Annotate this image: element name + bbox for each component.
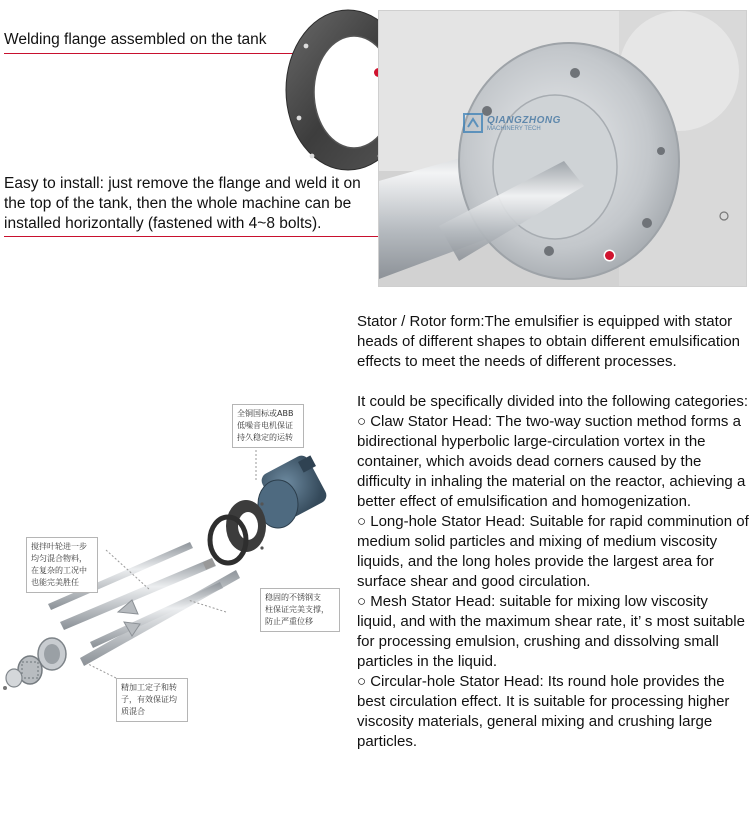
- stator-description: [357, 312, 749, 752]
- impeller-label: [26, 537, 98, 593]
- support-label-line-2: 柱保证完美支撑，: [265, 605, 329, 614]
- impeller-label-line-4: 也能完美胜任: [31, 578, 79, 587]
- support-label-line-3: 防止严重位移: [265, 617, 313, 626]
- stator-label-line-3: 质混合: [121, 707, 145, 716]
- claw-stator-item: ○ Claw Stator Head: The two-way suction method forms a bidirectional hyperbolic large-circulation vortex in the container, which avoids dead corners caused by the difficulty in inhaling the material on the reactor, achieving a better effect of emulsification and homogenization.: [357, 413, 746, 510]
- mounted-flange-photo: [378, 10, 747, 287]
- watermark-subtitle: MACHINERY TECH: [487, 125, 541, 132]
- install-caption-line-1: Easy to install: just remove the flange and weld it on: [4, 175, 361, 192]
- stator-label-line-1: 精加工定子和转: [121, 683, 177, 692]
- watermark-logo: [463, 113, 561, 133]
- motor-label-line-2: 低噪音电机保证: [237, 421, 293, 430]
- circular-hole-stator-item: ○ Circular-hole Stator Head: Its round hole provides the best circulation effect. It is suitable for processing higher viscosity materials, general mixing and crushing large particles.: [357, 673, 730, 750]
- install-caption-line-3: installed horizontally (fastened with 4~8 bolts).: [4, 215, 322, 232]
- stator-label: [116, 678, 188, 722]
- flange-caption: Welding flange assembled on the tank: [4, 31, 267, 48]
- long-hole-stator-item: ○ Long-hole Stator Head: Suitable for rapid comminution of medium solid particles and mixing of medium viscosity liquids, and the long holes provide the largest area for surface shear and good circulation.: [357, 513, 749, 590]
- logo-mark-icon: [463, 113, 483, 133]
- support-label-line-1: 稳固的不锈钢支: [265, 593, 321, 602]
- watermark-brand: QIANGZHONG: [487, 114, 561, 126]
- install-pointer-dot: [605, 251, 614, 260]
- flange-plates-icon: [210, 500, 266, 563]
- intro-paragraph: Stator / Rotor form:The emulsifier is equipped with stator heads of different shapes to obtain different emulsification effects to meet the needs of different processes.: [357, 313, 741, 370]
- motor-label-line-3: 持久稳定的运转: [237, 433, 293, 442]
- support-label: [260, 588, 340, 632]
- motor-label-line-1: 全铜国标或ABB: [237, 409, 294, 418]
- stator-label-line-2: 子，有效保证均: [121, 695, 177, 704]
- impeller-label-line-1: 搅拌叶轮进一步: [31, 542, 87, 551]
- impeller-label-line-2: 均匀混合物料，: [31, 554, 87, 563]
- install-caption-line-2: the top of the tank, then the whole machine can be: [4, 195, 352, 212]
- stator-rotor-heads-icon: [3, 638, 66, 690]
- motor-label: [232, 404, 304, 448]
- mesh-stator-item: ○ Mesh Stator Head: suitable for mixing low viscosity liquid, and with the maximum shear rate, it’ s most suitable for processing emulsion, crushing and dissolving small particles in the liquid.: [357, 593, 745, 670]
- categories-intro: It could be specifically divided into the following categories:: [357, 393, 749, 410]
- impeller-label-line-3: 在复杂的工况中: [31, 566, 87, 575]
